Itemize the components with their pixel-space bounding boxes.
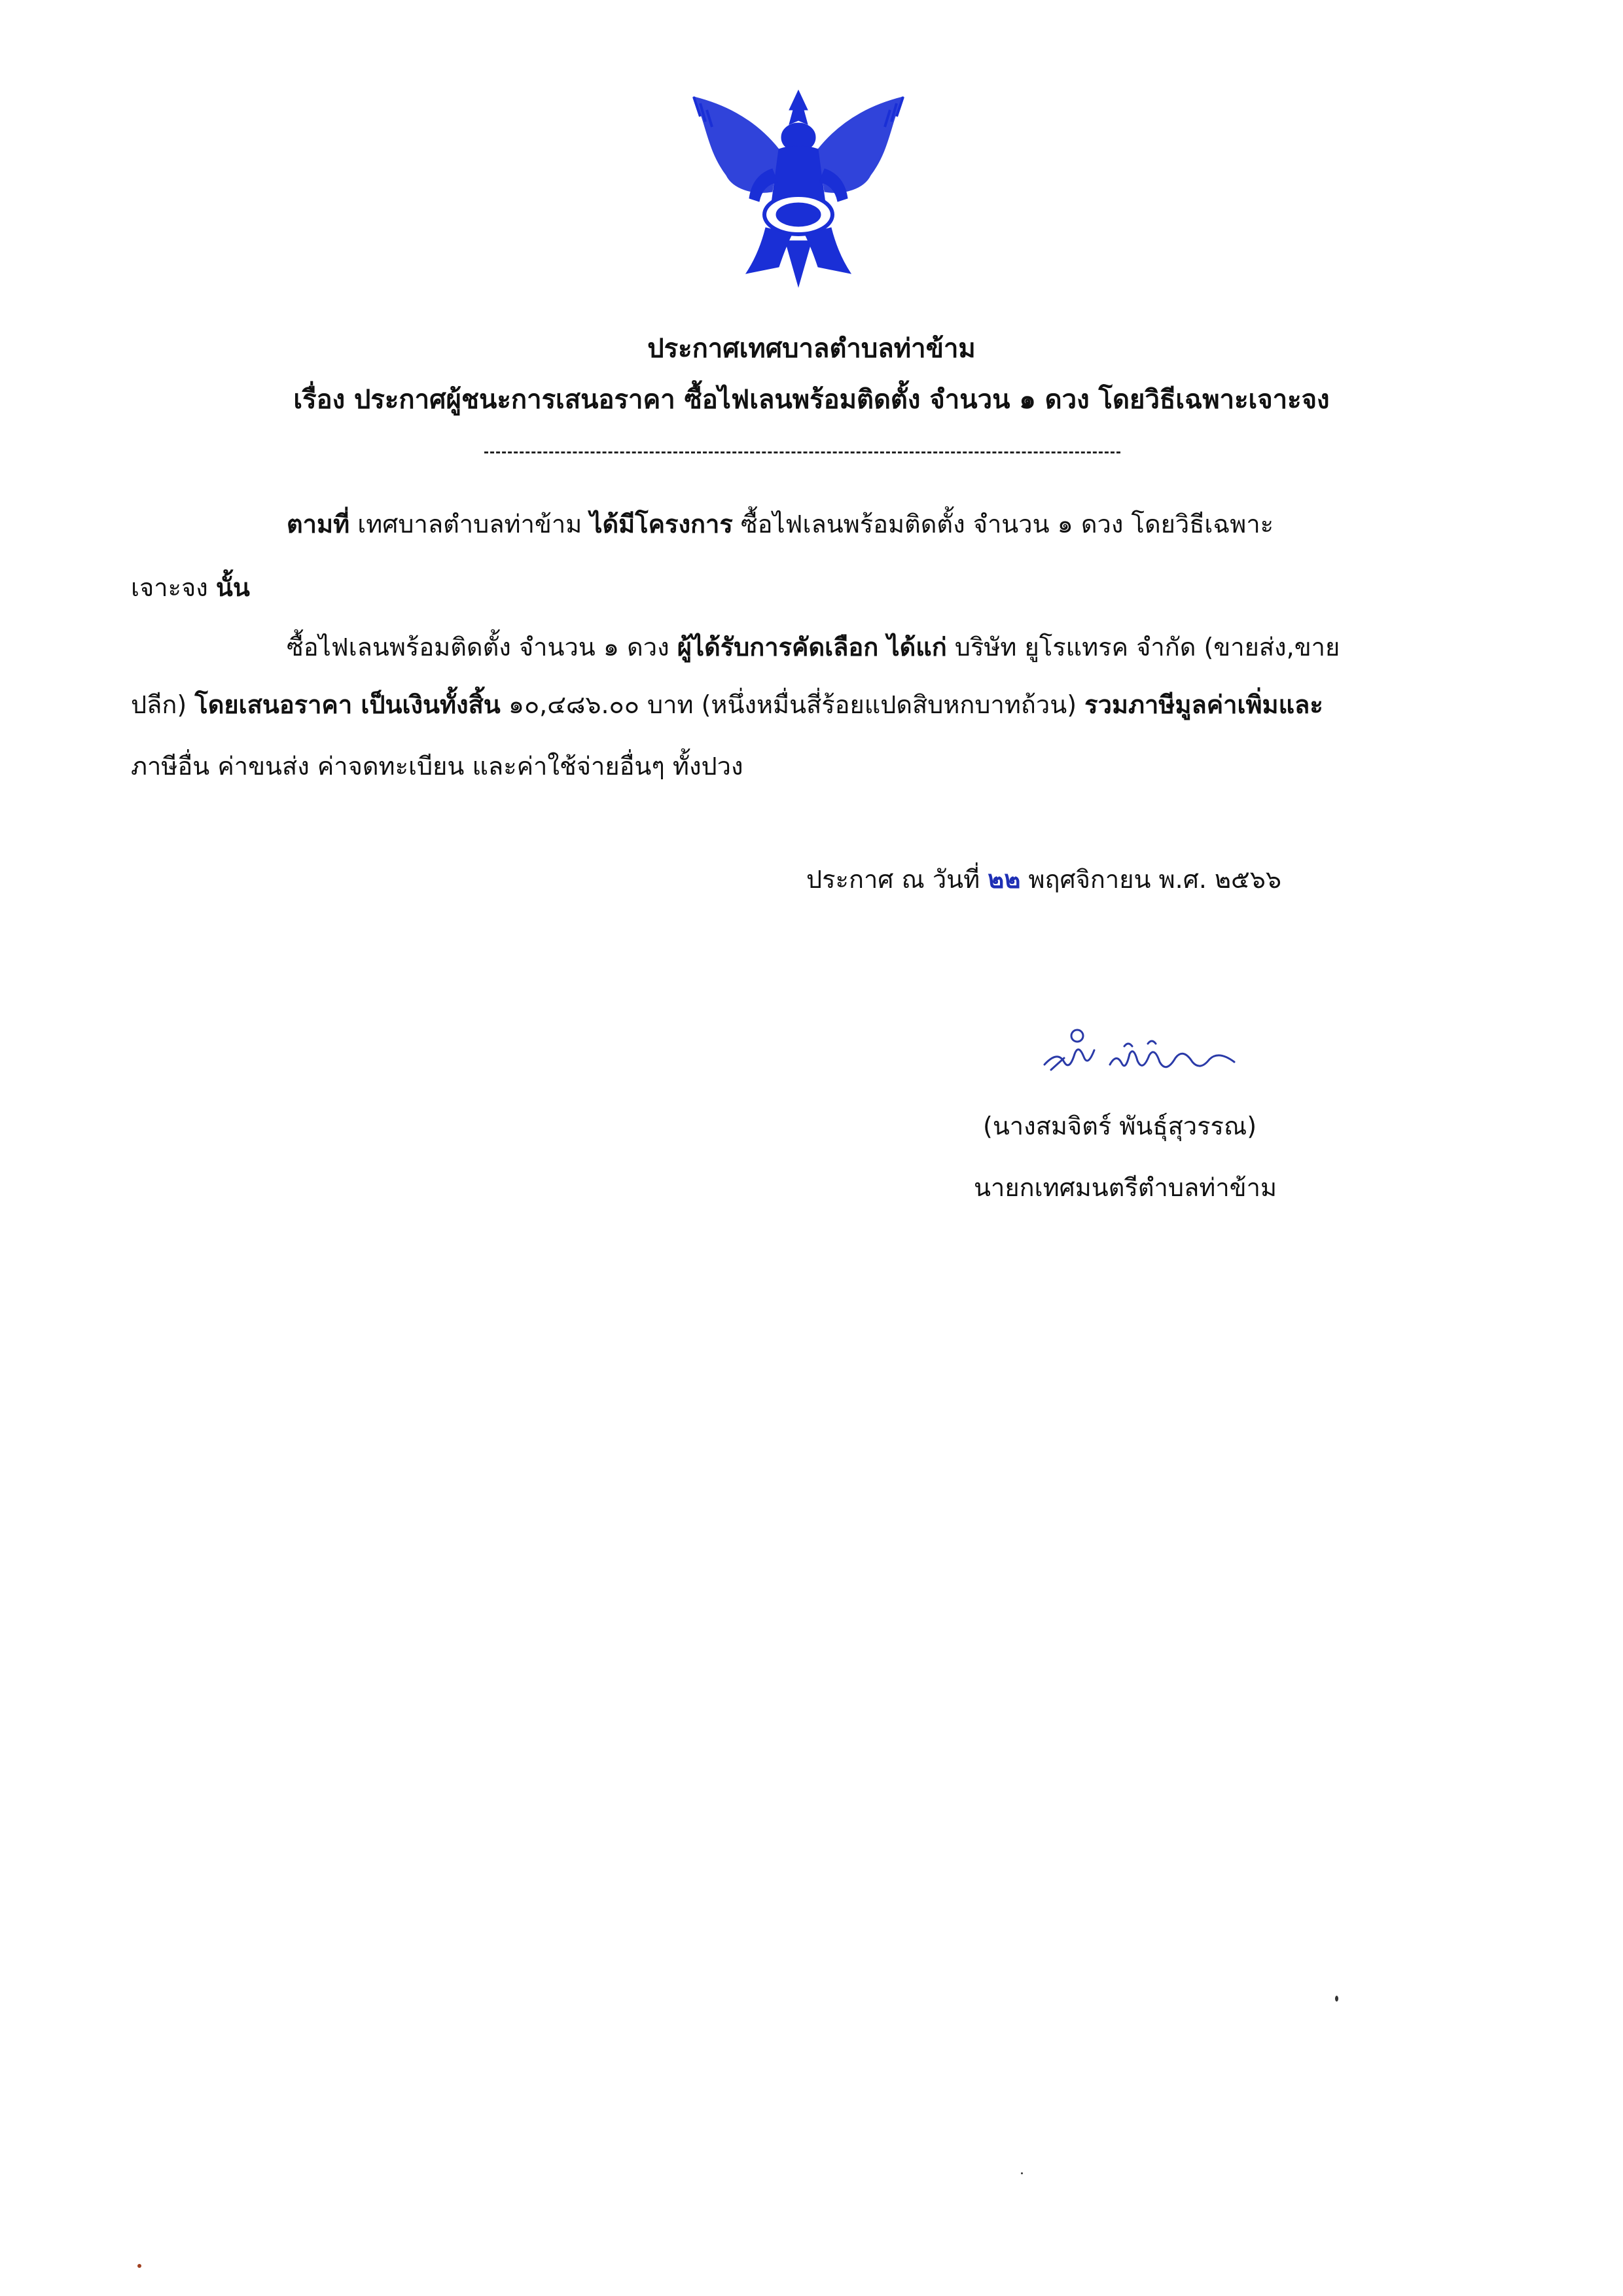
garuda-emblem-icon [681, 77, 916, 293]
scan-speck [1335, 1996, 1338, 2002]
scan-speck [1021, 2172, 1023, 2174]
separator-line [484, 451, 1120, 453]
announcement-date [806, 859, 1281, 899]
text-segment: รวมภาษีมูลค่าเพิ่มและ [1084, 690, 1323, 719]
text-segment: ซื้อไฟเลนพร้อมติดตั้ง จำนวน ๑ ดวง [287, 633, 677, 662]
scan-speck [137, 2264, 141, 2268]
text-segment: เจาะจง [131, 573, 216, 602]
text-segment: เทศบาลตำบลท่าข้าม [349, 510, 590, 539]
paragraph-2-line-2 [131, 684, 1323, 724]
date-month-year: พฤศจิกายน พ.ศ. ๒๕๖๖ [1020, 865, 1282, 894]
text-segment: ได้มีโครงการ [590, 510, 733, 539]
announcement-subject: เรื่อง ประกาศผู้ชนะการเสนอราคา ซื้อไฟเลนพร้อมติดตั้ง จำนวน ๑ ดวง โดยวิธีเฉพาะเจาะจง [293, 385, 1330, 415]
text-segment: ปลีก) [131, 690, 195, 719]
signature-image [1038, 1024, 1247, 1083]
date-day-handwritten: ๒๒ [988, 865, 1021, 894]
date-prefix: ประกาศ ณ วันที่ [806, 865, 988, 894]
signatory-name: (นางสมจิตร์ พันธุ์สุวรรณ) [983, 1112, 1257, 1140]
text-segment: บริษัท ยูโรแทรค จำกัด (ขายส่ง,ขาย [946, 633, 1340, 662]
paragraph-2-line-3: ภาษีอื่น ค่าขนส่ง ค่าจดทะเบียน และค่าใช้จ่ายอื่นๆ ทั้งปวง [131, 752, 743, 781]
text-segment: ซื้อไฟเลนพร้อมติดตั้ง จำนวน ๑ ดวง โดยวิธีเฉพาะ [732, 510, 1274, 539]
paragraph-2-line-1 [287, 627, 1340, 667]
text-segment: ผู้ได้รับการคัดเลือก ได้แก่ [677, 633, 947, 662]
text-segment: นั้น [215, 573, 250, 602]
announcement-title: ประกาศเทศบาลตำบลท่าข้าม [647, 334, 976, 364]
text-segment: ตามที่ [287, 510, 350, 539]
text-segment: โดยเสนอราคา เป็นเงินทั้งสิ้น [194, 690, 501, 719]
paragraph-1-line-2 [131, 567, 250, 607]
text-segment: ๑๐,๔๘๖.๐๐ บาท (หนึ่งหมื่นสี่ร้อยแปดสิบหกบาทถ้วน) [500, 690, 1085, 719]
paragraph-1-line-1 [287, 504, 1274, 544]
signatory-position: นายกเทศมนตรีตำบลท่าข้าม [974, 1173, 1277, 1202]
